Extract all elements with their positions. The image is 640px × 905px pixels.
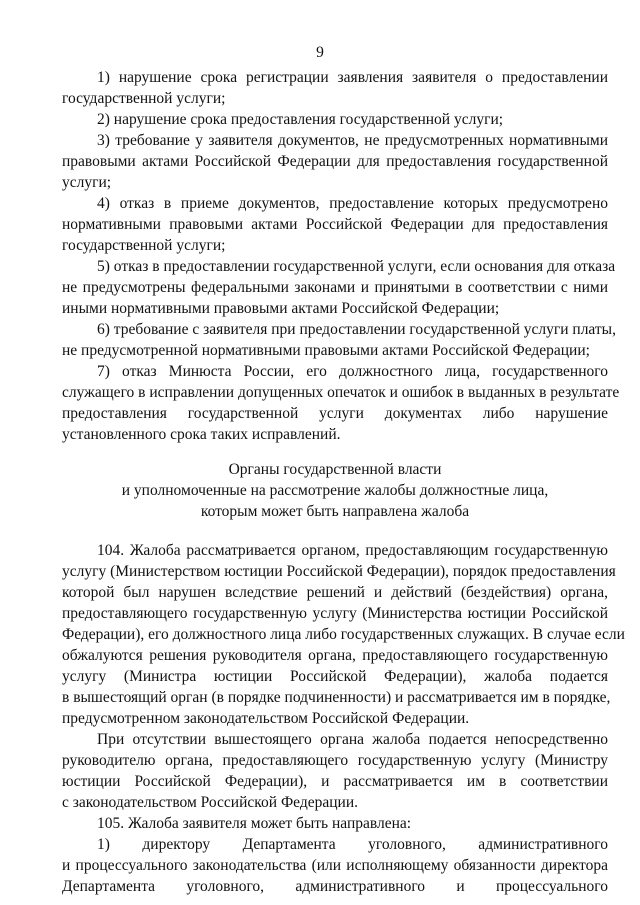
- paragraph-104-line-8: в вышестоящий орган (в порядке подчиненности) и рассматривается им в порядке,: [62, 689, 611, 706]
- paragraph-104-line-1: 104. Жалоба рассматривается органом, предоставляющим государственную: [97, 542, 608, 559]
- list-item-7-line-3: предоставления государственной услуги документах либо нарушение: [62, 405, 608, 422]
- list-item-5-line-3: иными нормативными правовыми актами Российской Федерации;: [62, 300, 500, 317]
- paragraph-absence-line-1: При отсутствии вышестоящего органа жалоба подается непосредственно: [97, 731, 608, 748]
- paragraph-105-item-1-line-2: и процессуального законодательства (или исполняющему обязанности директора: [62, 857, 608, 874]
- paragraph-absence-line-3: юстиции Российской Федерации), и рассматривается им в соответствии: [62, 773, 608, 790]
- paragraph-104-line-4: предоставляющего государственную услугу (Министерства юстиции Российской: [62, 605, 608, 622]
- section-heading-line-1: Органы государственной власти: [228, 461, 442, 478]
- list-item-4-line-3: государственной услуги;: [62, 237, 226, 254]
- list-item-3-line-3: услуги;: [62, 174, 112, 191]
- list-item-5-line-2: не предусмотрены федеральными законами и принятыми в соответствии с ними: [62, 279, 608, 296]
- paragraph-104-line-7: услугу (Министра юстиции Российской Федерации), жалоба подается: [62, 668, 608, 685]
- list-item-7-line-1: 7) отказ Минюста России, его должностного лица, государственного: [97, 363, 608, 380]
- list-item-2: 2) нарушение срока предоставления государственной услуги;: [97, 111, 504, 128]
- list-item-5-line-1: 5) отказ в предоставлении государственной услуги, если основания для отказа: [97, 258, 616, 275]
- list-item-6-line-2: не предусмотренной нормативными правовыми актами Российской Федерации;: [62, 342, 590, 359]
- list-item-1-line-1: 1) нарушение срока регистрации заявления заявителя о предоставлении: [97, 69, 608, 86]
- paragraph-104-line-2: услугу (Министерством юстиции Российской Федерации), порядок предоставления: [62, 563, 616, 580]
- list-item-1-line-2: государственной услуги;: [62, 90, 226, 107]
- paragraph-absence-line-4: с законодательством Российской Федерации.: [62, 794, 359, 811]
- list-item-3-line-2: правовыми актами Российской Федерации для предоставления государственной: [62, 153, 608, 170]
- list-item-7-line-4: установленного срока таких исправлений.: [62, 426, 341, 443]
- list-item-4-line-1: 4) отказ в приеме документов, предоставление которых предусмотрено: [97, 195, 608, 212]
- section-heading-line-2: и уполномоченные на рассмотрение жалобы должностные лица,: [121, 482, 549, 499]
- paragraph-104-line-5: Федерации), его должностного лица либо государственных служащих. В случае если: [62, 626, 625, 643]
- list-item-6-line-1: 6) требование с заявителя при предоставлении государственной услуги платы,: [97, 321, 616, 338]
- paragraph-absence-line-2: руководителю органа, предоставляющего государственную услугу (Министру: [62, 752, 608, 769]
- paragraph-104-line-9: предусмотренном законодательством Российской Федерации.: [62, 710, 470, 727]
- list-item-4-line-2: нормативными правовыми актами Российской Федерации для предоставления: [62, 216, 608, 233]
- paragraph-105-item-1-line-3: Департамента уголовного, административного и процессуального: [62, 878, 608, 895]
- list-item-3-line-1: 3) требование у заявителя документов, не предусмотренных нормативными: [97, 132, 608, 149]
- paragraph-104-line-6: обжалуются решения руководителя органа, предоставляющего государственную: [62, 647, 608, 664]
- paragraph-105-intro: 105. Жалоба заявителя может быть направлена:: [97, 815, 412, 832]
- paragraph-105-item-1-line-1: 1) директору Департамента уголовного, административного: [97, 836, 608, 853]
- list-item-7-line-2: служащего в исправлении допущенных опечаток и ошибок в выданных в результате: [62, 384, 620, 401]
- section-heading-line-3: которым может быть направлена жалоба: [200, 503, 470, 520]
- paragraph-104-line-3: которой был нарушен вследствие решений и действий (бездействия) органа,: [62, 584, 608, 601]
- page-number: 9: [316, 44, 324, 61]
